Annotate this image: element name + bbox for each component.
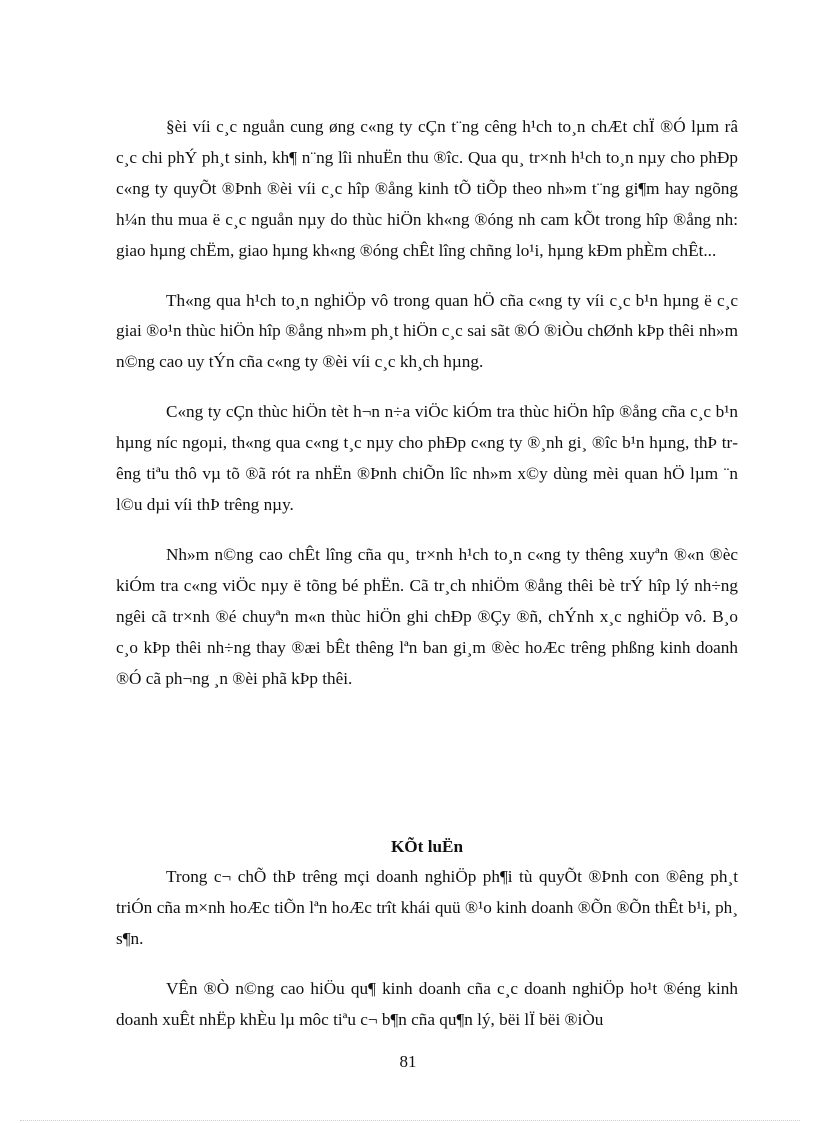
paragraph-accounting-quality: Nh»m n©ng cao chÊt lîng cña qu¸ tr×nh h¹ch to¸n c«ng ty thêng xuyªn ®«n ®èc kiÓm tra c«ng viÖc nµy ë tõng bé phËn. Cã tr¸ch nhiÖm ®ång thêi bè trÝ hîp lý nh÷ng ngêi cã tr×nh ®é chuyªn m«n thùc hiÖn ghi chÐp ®Çy ®ñ, chÝnh x¸c nghiÖp vô. B¸o c¸o kÞp thêi nh÷ng thay ®æi bÊt thêng lªn ban gi¸m ®èc hoÆc trêng phßng kinh doanh ®Ó cã ph¬ng ¸n ®èi phã kÞp thêi. — [116, 544, 738, 688]
page-bottom-border — [20, 1120, 800, 1121]
paragraph-suppliers: §èi víi c¸c nguån cung øng c«ng ty cÇn t¨ng cêng h¹ch to¸n chÆt chÏ ®Ó lµm râ c¸c chi phÝ ph¸t sinh, kh¶ n¨ng lîi nhuËn thu ®îc. Qua qu¸ tr×nh h¹ch to¸n nµy cho phÐp c«ng ty quyÕt ®Þnh ®èi víi c¸c hîp ®ång kinh tÕ tiÕp theo nh»m t¨ng gi¶m hay ngõng h¼n thu mua ë c¸c nguån nµy do thùc hiÖn kh«ng ®óng nh cam kÕt trong hîp ®ång nh: giao hµng chËm, giao hµng kh«ng ®óng chÊt lîng chñng lo¹i, hµng kÐm phÈm chÊt... — [116, 117, 738, 260]
paragraph-market-mechanism: Trong c¬ chÕ thÞ trêng mçi doanh nghiÖp ph¶i tù quyÕt ®Þnh con ®êng ph¸t triÓn cña m×nh hoÆc tiÕn lªn hoÆc trît khái quü ®¹o kinh doanh ®Õn ®Õn thÊt b¹i, ph¸ s¶n. — [116, 867, 738, 949]
paragraph-contract-inspection: C«ng ty cÇn thùc hiÖn tèt h¬n n÷a viÖc kiÓm tra thùc hiÖn hîp ®ång cña c¸c b¹n hµng níc ngoµi, th«ng qua c«ng t¸c nµy cho phÐp c«ng ty ®¸nh gi¸ ®îc b¹n hµng, thÞ trêng tiªu thô vµ tõ ®ã rót ra nhËn ®Þnh chiÕn lîc nh»m x©y dùng mèi quan hÖ lµm ¨n l©u dµi víi thÞ trêng nµy. — [116, 402, 738, 514]
section-title-conclusion: KÕt luËn — [390, 837, 464, 857]
page-body — [116, 112, 738, 1036]
paragraph-business-efficiency: VÊn ®Ò n©ng cao hiÖu qu¶ kinh doanh cña c¸c doanh nghiÖp ho¹t ®éng kinh doanh xuÊt nhËp khÈu lµ môc tiªu c¬ b¶n cña qu¶n lý, bëi lÏ bëi ®iÒu — [116, 979, 738, 1030]
page-number: 81 — [399, 1052, 417, 1071]
paragraph-partners: Th«ng qua h¹ch to¸n nghiÖp vô trong quan hÖ cña c«ng ty víi c¸c b¹n hµng ë c¸c giai ®o¹n thùc hiÖn hîp ®ång nh»m ph¸t hiÖn c¸c sai sãt ®Ó ®iÒu chØnh kÞp thêi nh»m n©ng cao uy tÝn cña c«ng ty ®èi víi c¸c kh¸ch hµng. — [116, 290, 738, 372]
